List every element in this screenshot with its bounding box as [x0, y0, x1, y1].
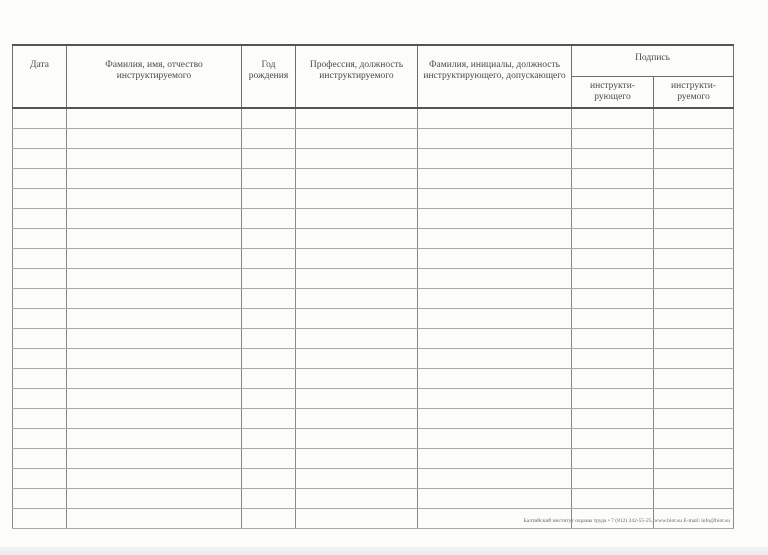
cell-full-name: [67, 369, 242, 389]
cell-full-name: [67, 389, 242, 409]
cell-birth-year: [242, 249, 296, 269]
cell-signature-instructor: [572, 169, 654, 189]
cell-signature-instructed: [654, 389, 734, 409]
header-signature: Подпись: [572, 45, 734, 77]
cell-full-name: [67, 169, 242, 189]
cell-profession: [296, 449, 418, 469]
cell-instructor: [418, 229, 572, 249]
cell-full-name: [67, 349, 242, 369]
cell-date: [13, 249, 67, 269]
cell-date: [13, 269, 67, 289]
cell-profession: [296, 429, 418, 449]
cell-instructor: [418, 449, 572, 469]
cell-instructor: [418, 189, 572, 209]
cell-signature-instructor: [572, 489, 654, 509]
cell-instructor: [418, 129, 572, 149]
cell-signature-instructor: [572, 149, 654, 169]
cell-birth-year: [242, 289, 296, 309]
table-row: [13, 229, 734, 249]
cell-full-name: [67, 189, 242, 209]
cell-signature-instructor: [572, 289, 654, 309]
cell-date: [13, 469, 67, 489]
cell-profession: [296, 509, 418, 529]
cell-full-name: [67, 209, 242, 229]
cell-date: [13, 309, 67, 329]
header-date: Дата: [13, 45, 67, 108]
header-signature-instructed: инструкти-руемого: [654, 77, 734, 109]
table-row: [13, 209, 734, 229]
table-row: [13, 409, 734, 429]
cell-full-name: [67, 329, 242, 349]
cell-full-name: [67, 509, 242, 529]
table-row: [13, 449, 734, 469]
cell-date: [13, 129, 67, 149]
cell-profession: [296, 149, 418, 169]
cell-full-name: [67, 309, 242, 329]
cell-date: [13, 289, 67, 309]
cell-full-name: [67, 289, 242, 309]
page-edge: [0, 547, 768, 555]
table-row: [13, 329, 734, 349]
cell-profession: [296, 169, 418, 189]
cell-profession: [296, 489, 418, 509]
cell-profession: [296, 249, 418, 269]
cell-instructor: [418, 409, 572, 429]
table-row: [13, 469, 734, 489]
cell-instructor: [418, 369, 572, 389]
cell-full-name: [67, 149, 242, 169]
cell-birth-year: [242, 509, 296, 529]
cell-birth-year: [242, 189, 296, 209]
cell-profession: [296, 369, 418, 389]
cell-instructor: [418, 209, 572, 229]
cell-birth-year: [242, 429, 296, 449]
cell-instructor: [418, 329, 572, 349]
table-row: [13, 108, 734, 129]
cell-signature-instructor: [572, 269, 654, 289]
cell-signature-instructed: [654, 189, 734, 209]
cell-birth-year: [242, 349, 296, 369]
cell-full-name: [67, 449, 242, 469]
cell-profession: [296, 189, 418, 209]
table-row: [13, 429, 734, 449]
cell-instructor: [418, 349, 572, 369]
cell-full-name: [67, 469, 242, 489]
cell-birth-year: [242, 269, 296, 289]
cell-instructor: [418, 389, 572, 409]
cell-profession: [296, 129, 418, 149]
cell-signature-instructor: [572, 108, 654, 129]
cell-signature-instructor: [572, 409, 654, 429]
publisher-footer: Балтийский институт охраны труда • 7 (812) 242-55-25, www.biot.su E-mail: info@biot.su: [523, 518, 730, 524]
cell-birth-year: [242, 449, 296, 469]
cell-signature-instructed: [654, 429, 734, 449]
cell-full-name: [67, 409, 242, 429]
cell-birth-year: [242, 489, 296, 509]
cell-signature-instructed: [654, 469, 734, 489]
cell-full-name: [67, 249, 242, 269]
cell-signature-instructor: [572, 449, 654, 469]
table-row: [13, 249, 734, 269]
table-row: [13, 369, 734, 389]
cell-signature-instructed: [654, 129, 734, 149]
cell-date: [13, 189, 67, 209]
cell-date: [13, 489, 67, 509]
cell-instructor: [418, 269, 572, 289]
cell-birth-year: [242, 329, 296, 349]
cell-birth-year: [242, 229, 296, 249]
cell-date: [13, 169, 67, 189]
cell-date: [13, 369, 67, 389]
cell-signature-instructed: [654, 269, 734, 289]
cell-signature-instructed: [654, 349, 734, 369]
cell-signature-instructed: [654, 289, 734, 309]
cell-full-name: [67, 489, 242, 509]
cell-full-name: [67, 229, 242, 249]
cell-signature-instructed: [654, 329, 734, 349]
cell-profession: [296, 108, 418, 129]
cell-signature-instructor: [572, 329, 654, 349]
cell-birth-year: [242, 369, 296, 389]
table-row: [13, 489, 734, 509]
cell-signature-instructed: [654, 409, 734, 429]
table-row: [13, 169, 734, 189]
cell-signature-instructor: [572, 469, 654, 489]
cell-signature-instructed: [654, 309, 734, 329]
cell-signature-instructor: [572, 189, 654, 209]
table-row: [13, 289, 734, 309]
cell-date: [13, 509, 67, 529]
cell-signature-instructed: [654, 369, 734, 389]
table-row: [13, 189, 734, 209]
header-full-name: Фамилия, имя, отчество инструктируемого: [67, 45, 242, 108]
header-signature-instructor: инструкти-рующего: [572, 77, 654, 109]
table-row: [13, 269, 734, 289]
table-row: [13, 389, 734, 409]
cell-profession: [296, 349, 418, 369]
cell-profession: [296, 409, 418, 429]
cell-date: [13, 389, 67, 409]
cell-full-name: [67, 429, 242, 449]
cell-date: [13, 108, 67, 129]
cell-profession: [296, 209, 418, 229]
cell-birth-year: [242, 389, 296, 409]
cell-date: [13, 329, 67, 349]
cell-signature-instructor: [572, 129, 654, 149]
cell-birth-year: [242, 209, 296, 229]
table-row: [13, 349, 734, 369]
cell-signature-instructed: [654, 229, 734, 249]
cell-signature-instructed: [654, 249, 734, 269]
cell-instructor: [418, 469, 572, 489]
cell-birth-year: [242, 108, 296, 129]
cell-signature-instructor: [572, 249, 654, 269]
cell-profession: [296, 289, 418, 309]
cell-date: [13, 409, 67, 429]
cell-signature-instructed: [654, 209, 734, 229]
cell-date: [13, 449, 67, 469]
cell-signature-instructor: [572, 369, 654, 389]
cell-date: [13, 349, 67, 369]
cell-full-name: [67, 108, 242, 129]
cell-profession: [296, 389, 418, 409]
cell-date: [13, 209, 67, 229]
cell-signature-instructed: [654, 108, 734, 129]
cell-profession: [296, 329, 418, 349]
cell-instructor: [418, 249, 572, 269]
cell-instructor: [418, 149, 572, 169]
cell-instructor: [418, 429, 572, 449]
header-instructor: Фамилия, инициалы, должность инструктирующего, допускающего: [418, 45, 572, 108]
header-profession: Профессия, должность инструктируемого: [296, 45, 418, 108]
cell-birth-year: [242, 309, 296, 329]
cell-instructor: [418, 309, 572, 329]
cell-birth-year: [242, 469, 296, 489]
cell-birth-year: [242, 409, 296, 429]
header-birth-year: Год рождения: [242, 45, 296, 108]
cell-date: [13, 229, 67, 249]
cell-signature-instructor: [572, 389, 654, 409]
cell-full-name: [67, 269, 242, 289]
cell-birth-year: [242, 169, 296, 189]
cell-signature-instructor: [572, 429, 654, 449]
briefing-journal-table: [12, 44, 734, 529]
cell-instructor: [418, 289, 572, 309]
cell-profession: [296, 469, 418, 489]
cell-full-name: [67, 129, 242, 149]
cell-profession: [296, 229, 418, 249]
cell-signature-instructed: [654, 449, 734, 469]
cell-profession: [296, 309, 418, 329]
table-row: [13, 309, 734, 329]
cell-signature-instructor: [572, 309, 654, 329]
cell-signature-instructed: [654, 489, 734, 509]
cell-date: [13, 429, 67, 449]
table-row: [13, 129, 734, 149]
cell-date: [13, 149, 67, 169]
cell-instructor: [418, 489, 572, 509]
journal-body: [13, 108, 734, 529]
cell-signature-instructed: [654, 149, 734, 169]
cell-signature-instructor: [572, 229, 654, 249]
table-row: [13, 149, 734, 169]
cell-birth-year: [242, 129, 296, 149]
cell-profession: [296, 269, 418, 289]
cell-birth-year: [242, 149, 296, 169]
cell-instructor: [418, 108, 572, 129]
cell-instructor: [418, 169, 572, 189]
cell-signature-instructed: [654, 169, 734, 189]
cell-signature-instructor: [572, 349, 654, 369]
cell-signature-instructor: [572, 209, 654, 229]
